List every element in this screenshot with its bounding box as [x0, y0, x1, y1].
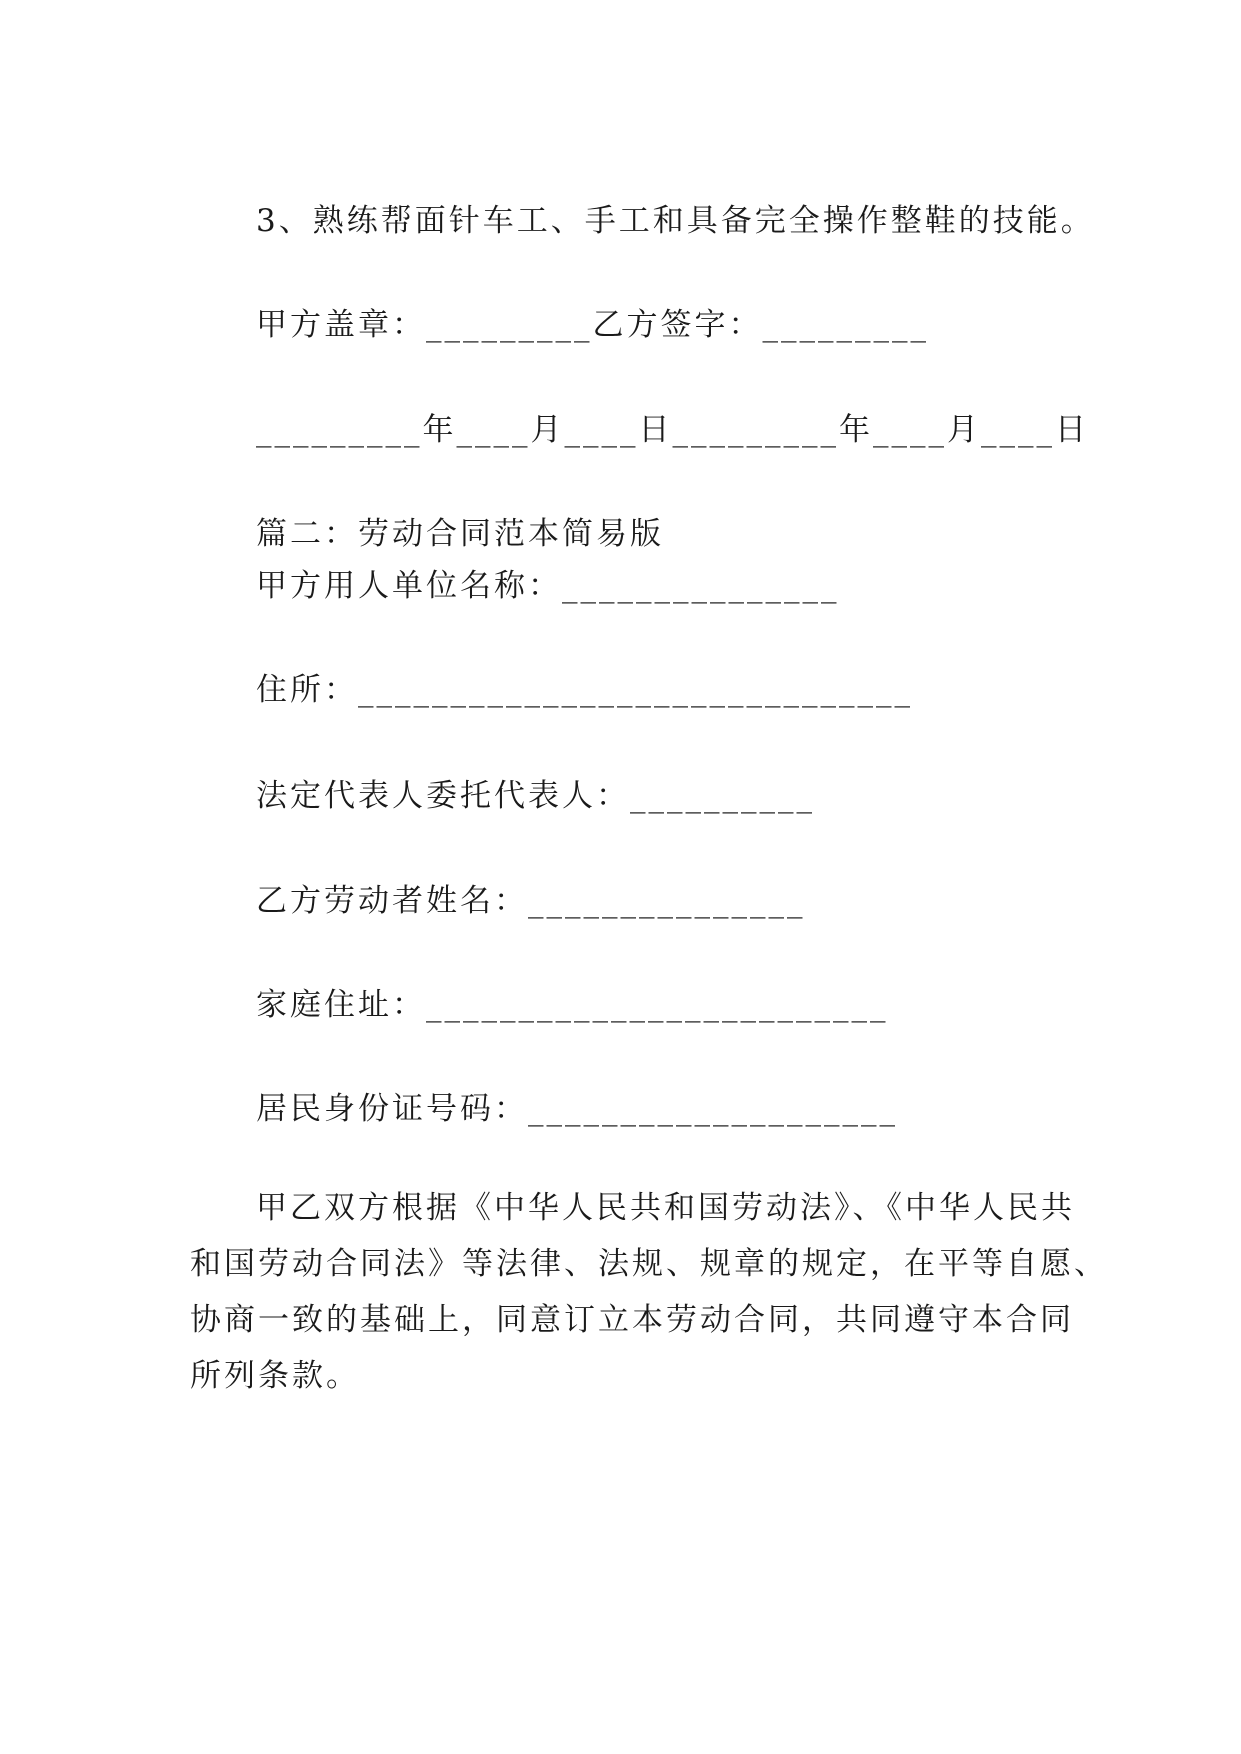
- worker-name-line: 乙方劳动者姓名：_______________: [256, 883, 806, 919]
- agreement-paragraph: [190, 1180, 1108, 1404]
- paragraph-line-2: 和国劳动合同法》等法律、法规、规章的规定，在平等自愿、: [190, 1246, 1108, 1282]
- paragraph-line-3: 协商一致的基础上，同意订立本劳动合同，共同遵守本合同: [190, 1302, 1074, 1338]
- signature-row: 甲方盖章：_________乙方签字：_________: [256, 307, 929, 343]
- legal-representative-line: 法定代表人委托代表人：__________: [256, 778, 815, 814]
- paragraph-line-4: 所列条款。: [190, 1358, 360, 1394]
- section-title: 篇二：劳动合同范本简易版: [256, 516, 664, 552]
- date-row: _________年____月____日_________年____月____日: [256, 412, 1089, 448]
- address-line: 住所：______________________________: [256, 672, 913, 708]
- clause-item-3: 3、熟练帮面针车工、手工和具备完全操作整鞋的技能。: [256, 203, 1095, 239]
- id-number-line: 居民身份证号码：____________________: [256, 1091, 898, 1127]
- home-address-line: 家庭住址：_________________________: [256, 987, 889, 1023]
- paragraph-line-1: 甲乙双方根据《中华人民共和国劳动法》、《中华人民共: [256, 1190, 1075, 1226]
- employer-name-line: 甲方用人单位名称：_______________: [256, 568, 840, 604]
